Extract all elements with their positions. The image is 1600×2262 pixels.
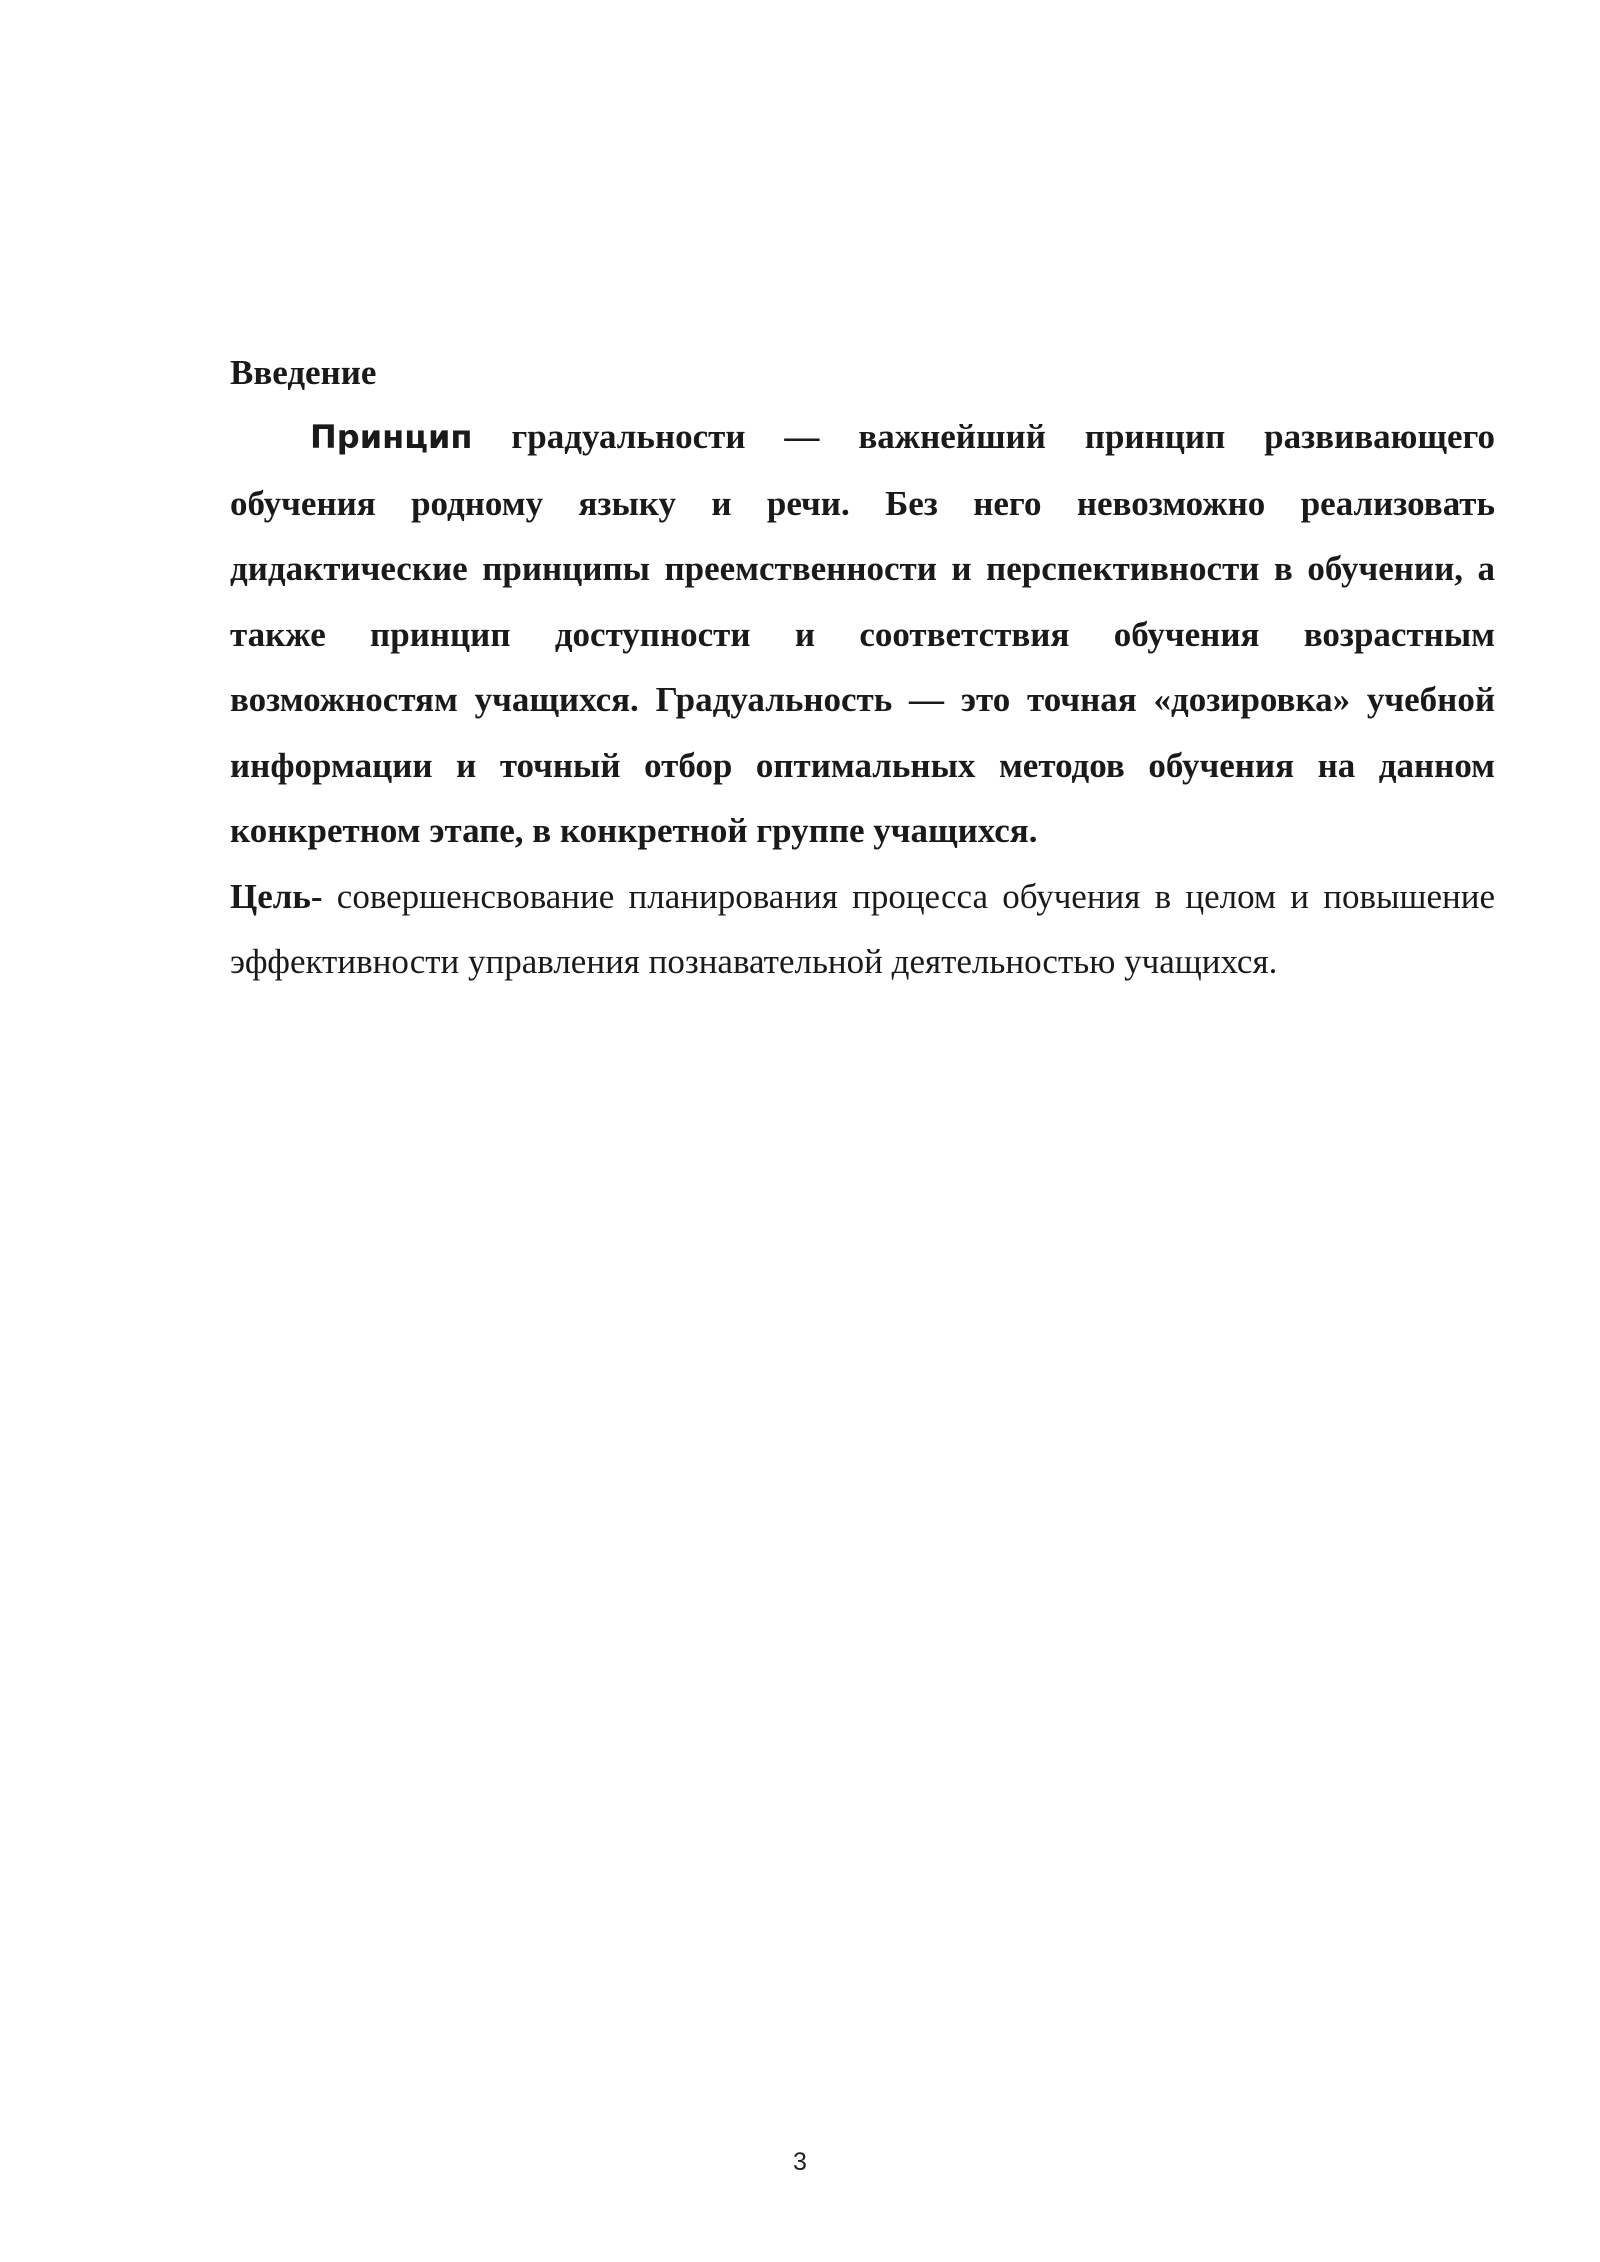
page-number: 3	[793, 2148, 807, 2176]
goal-label: Цель-	[230, 876, 323, 916]
intro-text: градуальности — важнейший принцип развивающего обучения родному языку и речи. Без него невозможно реализовать дидактические принципы преемственности и перспективности в обучении, а также принцип доступности и соответствия обучения возрастным возможностям учащихся. Градуальность — это точная «дозировка» учебной информации и точный отбор оптимальных методов обучения на данном конкретном этапе, в конкретной группе учащихся.	[230, 417, 1495, 850]
goal-text: совершенсвование планирования процесса обучения в целом и повышение эффективности управления познавательной деятельностью учащихся.	[230, 876, 1495, 981]
section-heading: Введение	[230, 353, 377, 392]
goal-paragraph	[230, 864, 1495, 995]
intro-paragraph	[230, 404, 1495, 864]
intro-lead-word: Принцип	[310, 418, 473, 456]
page-content	[230, 342, 1495, 995]
